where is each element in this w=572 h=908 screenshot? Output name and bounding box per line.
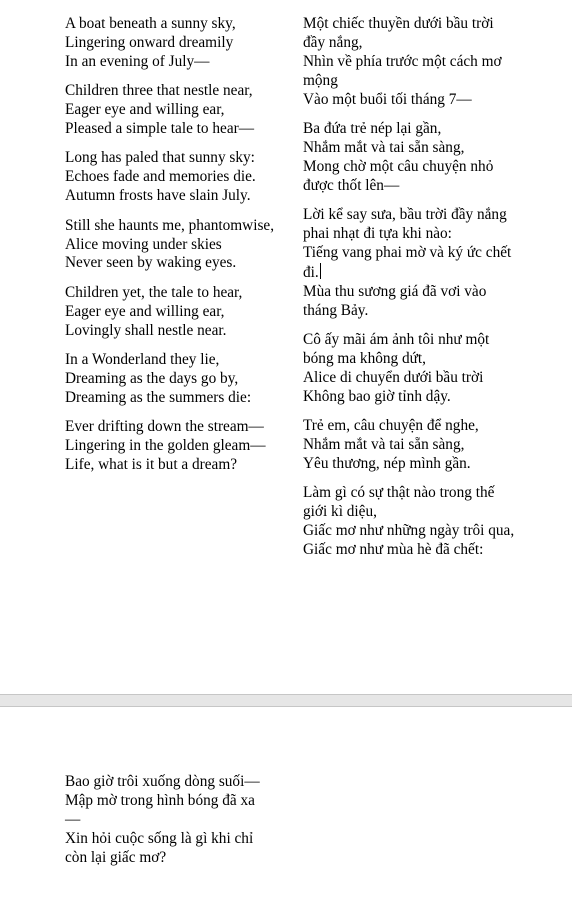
poem-line: A boat beneath a sunny sky, xyxy=(65,15,236,32)
poem-line: Nhắm mắt và tai sẵn sàng, xyxy=(303,138,465,156)
page-break-gap xyxy=(0,694,572,707)
poem-line: Dreaming as the days go by, xyxy=(65,370,239,387)
poem-stanza xyxy=(303,15,515,110)
poem-line: Eager eye and willing ear, xyxy=(65,302,225,320)
poem-line: Long has paled that sunny sky: xyxy=(65,149,255,167)
poem-line: Tiếng vang phai mờ và ký ức chết đi. xyxy=(303,243,512,281)
english-poem-column xyxy=(65,15,275,475)
poem-stanza xyxy=(303,120,515,196)
poem-line: Bao giờ trôi xuống dòng suối— xyxy=(65,773,260,790)
poem-line: Vào một buổi tối tháng 7— xyxy=(303,90,472,108)
poem-stanza xyxy=(65,15,275,72)
poem-line: Không bao giờ tỉnh dậy. xyxy=(303,387,451,405)
poem-line: In a Wonderland they lie, xyxy=(65,351,220,369)
poem-stanza xyxy=(303,417,515,474)
poem-stanza xyxy=(65,284,275,341)
document-page-2 xyxy=(0,707,572,908)
poem-line: In an evening of July— xyxy=(65,52,210,70)
poem-line: Nhắm mắt và tai sẵn sàng, xyxy=(303,436,465,454)
page2-vietnamese-column xyxy=(65,773,265,868)
poem-line: Autumn frosts have slain July. xyxy=(65,187,251,205)
poem-line: Lời kể say sưa, bầu trời đầy nắng phai nhạt đi tựa khi nào: xyxy=(303,206,507,243)
poem-line: Mập mờ trong hình bóng đã xa— xyxy=(65,791,255,828)
poem-line: Lovingly shall nestle near. xyxy=(65,321,227,339)
poem-line: Alice di chuyển dưới bầu trời xyxy=(303,368,484,386)
poem-line: Ba đứa trẻ nép lại gần, xyxy=(303,120,442,138)
poem-line: Ever drifting down the stream— xyxy=(65,418,264,436)
poem-line: Echoes fade and memories die. xyxy=(65,168,256,186)
poem-line: Still she haunts me, phantomwise, xyxy=(65,216,275,234)
poem-line: Mong chờ một câu chuyện nhỏ được thốt lên— xyxy=(303,157,494,194)
poem-stanza xyxy=(65,351,275,408)
vietnamese-poem-column xyxy=(303,15,515,560)
poem-line: Yêu thương, nép mình gần. xyxy=(303,455,471,473)
poem-stanza xyxy=(65,82,275,139)
poem-line: Cô ấy mãi ám ảnh tôi như một bóng ma không dứt, xyxy=(303,331,490,367)
poem-stanza xyxy=(65,418,275,475)
poem-stanza xyxy=(65,149,275,206)
text-cursor xyxy=(320,263,321,279)
poem-line: Eager eye and willing ear, xyxy=(65,101,225,119)
poem-line: Làm gì có sự thật nào trong thế giới kì diệu, xyxy=(303,484,495,521)
poem-line: Children yet, the tale to hear, xyxy=(65,283,243,301)
poem-line: Nhìn về phía trước một cách mơ mộng xyxy=(303,52,502,89)
poem-line: Mùa thu sương giá đã vơi vào tháng Bảy. xyxy=(303,282,487,319)
poem-line: Never seen by waking eyes. xyxy=(65,254,237,272)
poem-line: Giấc mơ như những ngày trôi qua, xyxy=(303,522,515,540)
poem-line: Lingering in the golden gleam— xyxy=(65,437,266,455)
poem-stanza xyxy=(65,773,265,868)
poem-line: Lingering onward dreamily xyxy=(65,33,234,51)
poem-stanza xyxy=(303,484,515,560)
poem-stanza xyxy=(303,206,515,320)
poem-line: Life, what is it but a dream? xyxy=(65,456,238,474)
poem-line: Children three that nestle near, xyxy=(65,82,253,100)
poem-line: Giấc mơ như mùa hè đã chết: xyxy=(303,541,484,559)
poem-line: Xin hỏi cuộc sống là gì khi chỉ còn lại giấc mơ? xyxy=(65,829,254,866)
poem-stanza xyxy=(303,331,515,407)
poem-line: Trẻ em, câu chuyện để nghe, xyxy=(303,417,479,435)
poem-stanza xyxy=(65,217,275,274)
poem-line: Alice moving under skies xyxy=(65,235,222,253)
poem-line: Một chiếc thuyền dưới bầu trời đầy nắng, xyxy=(303,15,494,51)
poem-line: Dreaming as the summers die: xyxy=(65,388,252,406)
poem-line: Pleased a simple tale to hear— xyxy=(65,120,255,138)
